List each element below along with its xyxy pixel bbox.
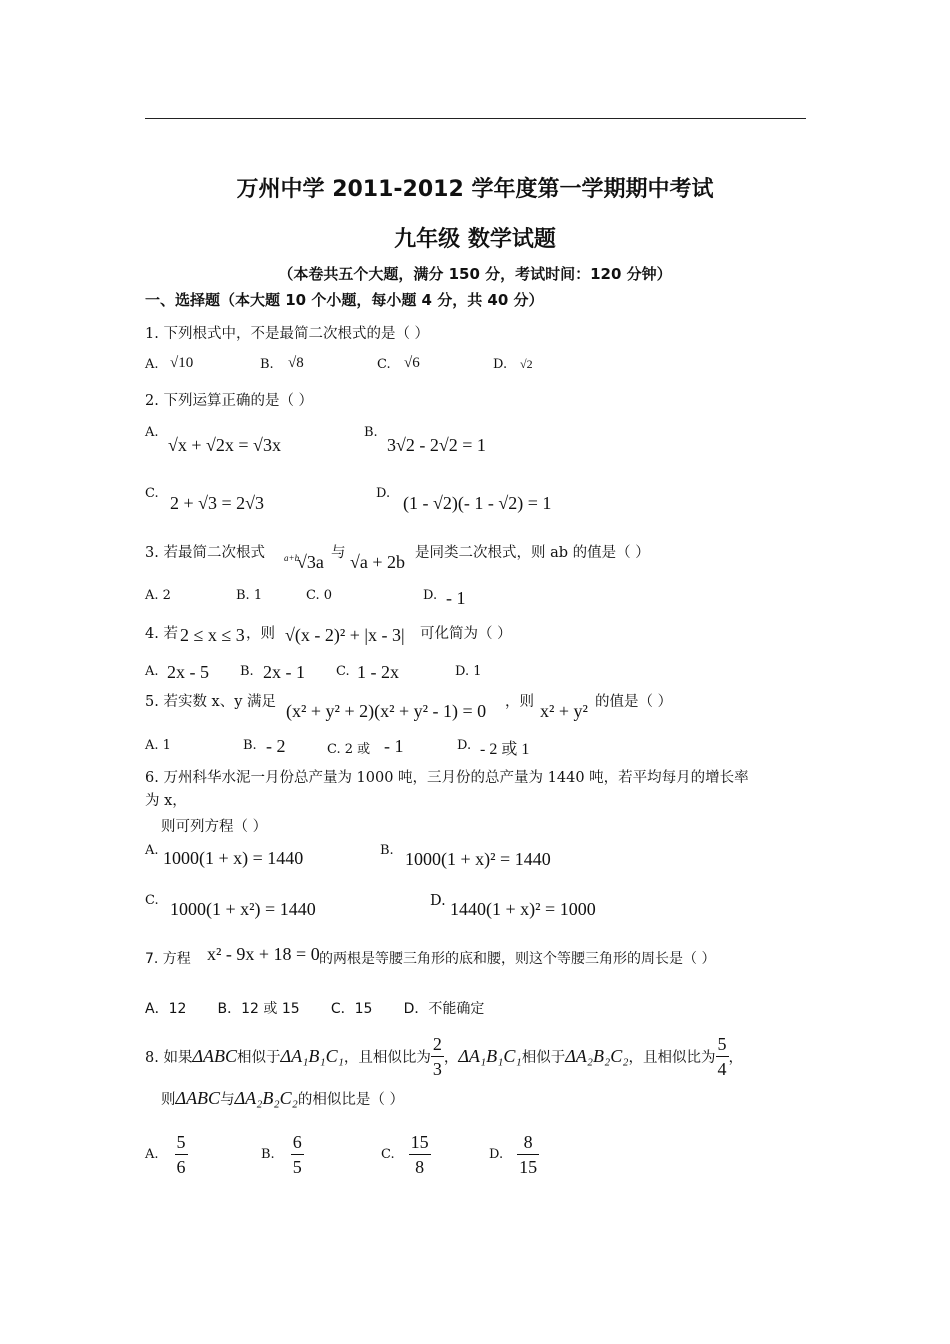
q4-c: 1 - 2x xyxy=(357,662,399,682)
q5-expr: x² + y² xyxy=(540,701,588,721)
q8-a-num: 5 xyxy=(176,1131,186,1152)
q8-b-label: B. xyxy=(261,1146,275,1162)
q1-a-label: A. xyxy=(145,357,159,372)
q5-c: - 1 xyxy=(384,736,404,756)
q4-stem-c: 可化简为（ ） xyxy=(420,626,512,642)
q3-rad2: √a + 2b xyxy=(350,552,406,572)
q8-option-a xyxy=(145,1128,188,1180)
q8-ratio-1 xyxy=(431,1032,444,1081)
q3-d-label: D. xyxy=(423,588,438,603)
q8-ratio-1-num: 2 xyxy=(432,1033,442,1054)
q8-c-den: 8 xyxy=(409,1154,431,1179)
q8-t2: ΔA₁B₁C₁ xyxy=(280,1045,344,1066)
q7-stem-b: 的两根是等腰三角形的底和腰，则这个等腰三角形的周长是（ ） xyxy=(319,951,716,967)
q5-d-label: D. xyxy=(457,738,472,753)
q3-a: A. 2 xyxy=(145,588,171,603)
q2-stem: 2. 下列运算正确的是（ ） xyxy=(145,393,314,409)
q8-d-den: 15 xyxy=(517,1154,539,1179)
q5-b: - 2 xyxy=(266,736,286,756)
q8-c-num: 15 xyxy=(410,1131,429,1152)
q5-stem-a: 5. 若实数 x、y 满足 xyxy=(145,694,277,710)
q8-option-b xyxy=(261,1128,304,1180)
q1-a: √10 xyxy=(170,355,194,371)
q6-a: 1000(1 + x) = 1440 xyxy=(163,848,304,868)
q1-b-label: B. xyxy=(260,357,274,372)
q8-a-frac xyxy=(175,1130,188,1179)
q5-eq: (x² + y² + 2)(x² + y² - 1) = 0 xyxy=(286,701,487,721)
q6-stem-3: 则可列方程（ ） xyxy=(161,819,268,835)
q8-ratio-2-den: 4 xyxy=(716,1056,729,1081)
q4-d: D. 1 xyxy=(455,664,482,679)
q6-stem-1: 6. 万州科华水泥一月份总产量为 1000 吨，三月份的总产量为 1440 吨，若平均每月的增长率 xyxy=(145,770,749,786)
q7-eq: x² - 9x + 18 = 0 xyxy=(207,944,320,964)
q8-ratio-2-num: 5 xyxy=(717,1033,727,1054)
q5-a: A. 1 xyxy=(145,738,171,753)
q4-c-label: C. xyxy=(336,664,350,679)
q8-t5: ΔABC xyxy=(175,1087,221,1108)
q8-d-label: D. xyxy=(489,1146,504,1162)
q1-stem: 1. 下列根式中，不是最简二次根式的是（ ） xyxy=(145,326,430,342)
q3-stem-c: 是同类二次根式，则 ab 的值是（ ） xyxy=(415,545,650,561)
q8-line2-b: 与 xyxy=(220,1091,235,1108)
q6-d-label: D. xyxy=(430,893,446,909)
q4-b-label: B. xyxy=(240,664,254,679)
q2-a: √x + √2x = √3x xyxy=(168,435,281,455)
exam-title: 万州中学 2011-2012 学年度第一学期期中考试 xyxy=(236,177,714,202)
q2-c: 2 + √3 = 2√3 xyxy=(170,493,265,513)
q8-t1: ΔABC xyxy=(192,1045,238,1066)
q8-option-c xyxy=(381,1128,431,1180)
q2-b: 3√2 - 2√2 = 1 xyxy=(387,435,486,455)
q8-t6: ΔA₂B₂C₂ xyxy=(234,1087,298,1108)
q7-stem-a: 7. 方程 xyxy=(145,951,191,967)
q5-b-label: B. xyxy=(243,738,257,753)
q4-b: 2x - 1 xyxy=(263,662,305,682)
section-heading: 一、选择题（本大题 10 个小题，每小题 4 分，共 40 分） xyxy=(145,291,544,309)
q6-a-label: A. xyxy=(145,843,159,858)
q6-stem-2: 为 x， xyxy=(145,793,187,809)
q7-options: A．12 B．12 或 15 C．15 D．不能确定 xyxy=(145,1001,485,1017)
q5-d: - 2 或 1 xyxy=(480,741,530,758)
q4-a: 2x - 5 xyxy=(167,662,209,682)
q5-c-label: C. 2 或 xyxy=(327,742,371,757)
q3-rad1: √3a xyxy=(297,552,324,572)
q8-s1: 8. 如果 xyxy=(145,1049,193,1066)
q6-c-label: C. xyxy=(145,893,159,908)
q4-stem-b: ，则 xyxy=(246,626,275,642)
header-rule xyxy=(145,118,806,119)
q1-c: √6 xyxy=(404,355,420,371)
q2-d: (1 - √2)(- 1 - √2) = 1 xyxy=(403,493,552,513)
q8-c-frac xyxy=(409,1130,431,1179)
q8-s2: 相似于 xyxy=(237,1049,281,1066)
q4-expr: √(x - 2)² + |x - 3| xyxy=(285,625,405,645)
q8-t3: ΔA₁B₁C₁ xyxy=(458,1045,522,1066)
q2-b-label: B. xyxy=(364,425,378,440)
q1-d-label: D. xyxy=(493,357,508,372)
q8-line-1 xyxy=(145,1030,743,1082)
q8-s5: 相似于 xyxy=(521,1049,566,1066)
q8-d-num: 8 xyxy=(523,1131,533,1152)
q8-b-num: 6 xyxy=(292,1131,302,1152)
q8-a-label: A. xyxy=(145,1146,159,1162)
q3-d: - 1 xyxy=(446,588,466,608)
q2-c-label: C. xyxy=(145,486,159,501)
q8-a-den: 6 xyxy=(175,1154,188,1179)
q3-b: B. 1 xyxy=(236,588,263,603)
q6-d: 1440(1 + x)² = 1000 xyxy=(450,899,596,919)
q6-b-label: B. xyxy=(380,843,394,858)
q5-stem-c: 的值是（ ） xyxy=(595,694,673,710)
q8-c-label: C. xyxy=(381,1146,395,1162)
q8-s6: ，且相似比为 xyxy=(628,1049,716,1066)
q6-b: 1000(1 + x)² = 1440 xyxy=(405,849,551,869)
q2-d-label: D. xyxy=(376,486,391,501)
q8-b-frac xyxy=(291,1130,304,1179)
q8-line2-c: 的相似比是（ ） xyxy=(297,1091,405,1108)
q4-a-label: A. xyxy=(145,664,159,679)
q3-c: C. 0 xyxy=(306,588,333,603)
q5-stem-b: ，则 xyxy=(505,694,534,710)
q2-a-label: A. xyxy=(145,425,159,440)
exam-note: （本卷共五个大题，满分 150 分，考试时间：120 分钟） xyxy=(278,265,672,283)
q4-cond: 2 ≤ x ≤ 3 xyxy=(180,625,245,645)
q8-s3: ，且相似比为 xyxy=(343,1049,431,1066)
exam-subtitle: 九年级 数学试题 xyxy=(394,227,556,252)
q1-c-label: C. xyxy=(377,357,391,372)
q8-line-2 xyxy=(161,1082,404,1114)
q3-stem-b: 与 xyxy=(331,545,346,561)
q8-s4: ， xyxy=(443,1049,459,1066)
q8-b-den: 5 xyxy=(291,1154,304,1179)
q3-index: a+b xyxy=(284,553,300,563)
q6-c: 1000(1 + x²) = 1440 xyxy=(170,899,316,919)
q4-stem-a: 4. 若 xyxy=(145,626,178,642)
q8-line2-a: 则 xyxy=(161,1091,176,1108)
q1-b: √8 xyxy=(288,355,304,371)
q8-option-d xyxy=(489,1128,539,1180)
q8-ratio-1-den: 3 xyxy=(431,1056,444,1081)
q8-t4: ΔA₂B₂C₂ xyxy=(565,1045,629,1066)
q3-stem-a: 3. 若最简二次根式 xyxy=(145,545,265,561)
q8-d-frac xyxy=(517,1130,539,1179)
q1-d: √2 xyxy=(520,357,533,371)
q8-s7: ， xyxy=(728,1049,744,1066)
q8-ratio-2 xyxy=(716,1032,729,1081)
